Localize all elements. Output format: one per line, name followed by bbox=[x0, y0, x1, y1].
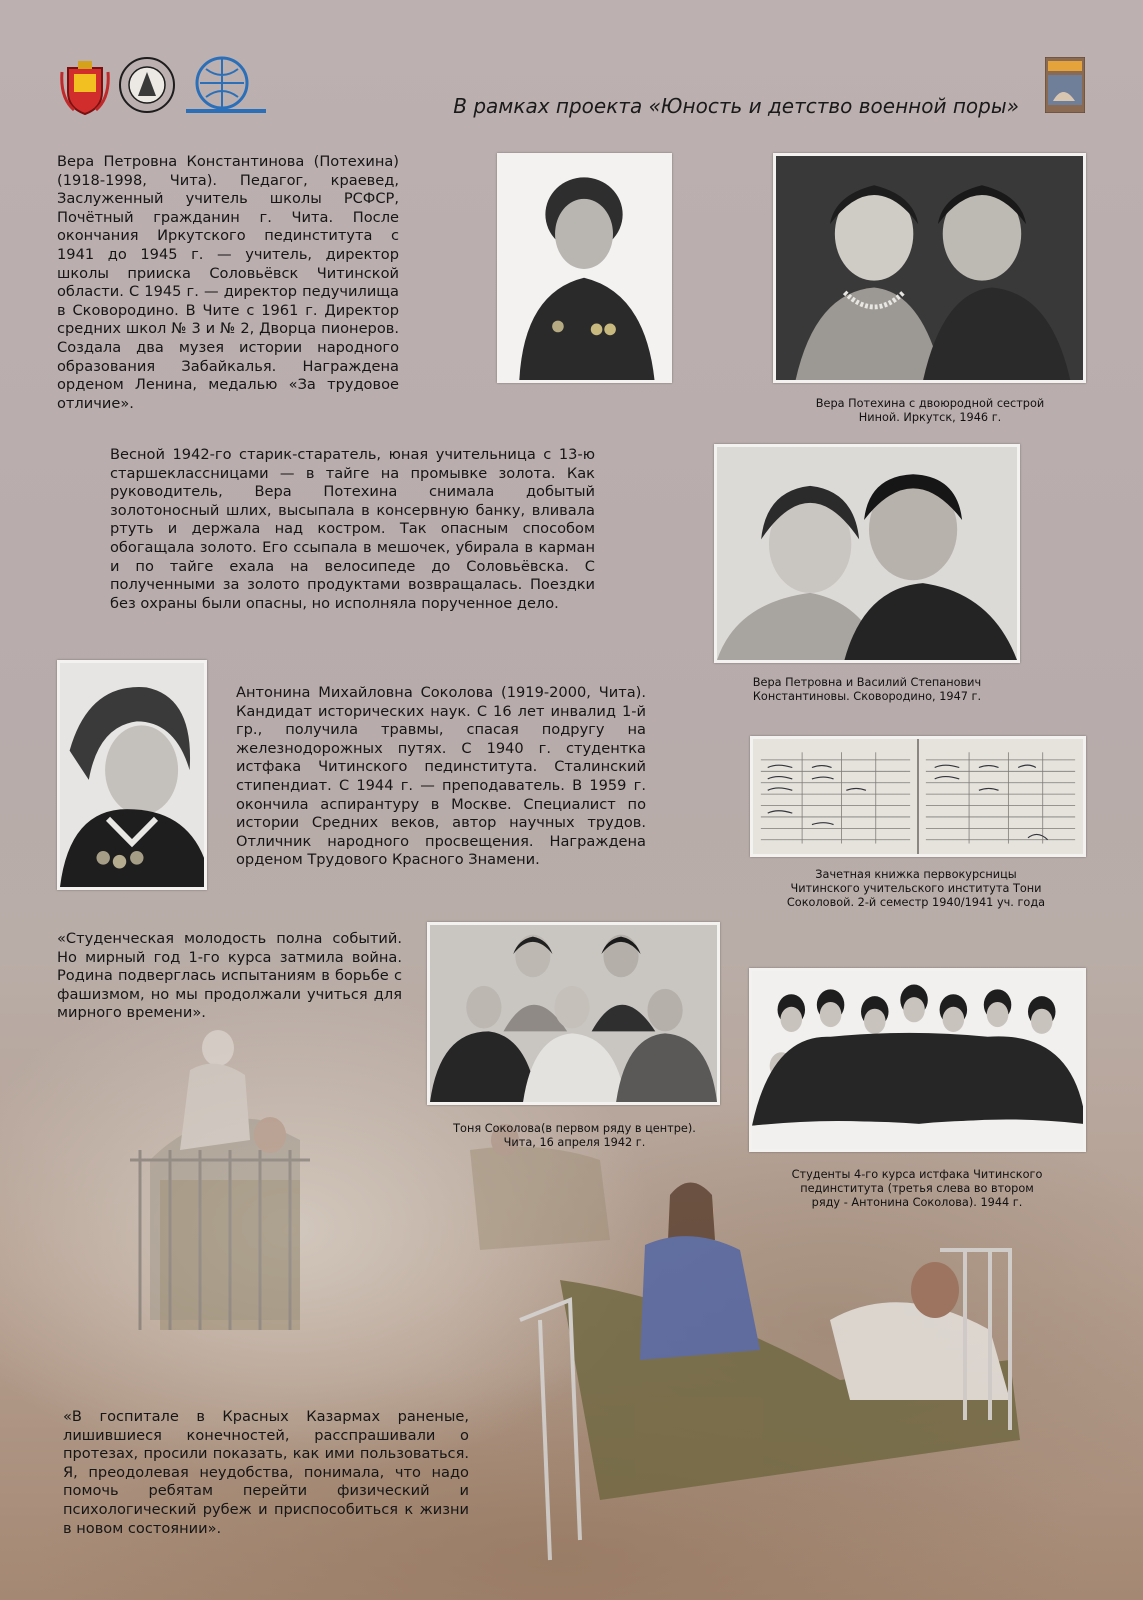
museum-logo bbox=[118, 56, 176, 114]
portrait-sokolova bbox=[57, 660, 207, 890]
caption-group-1942: Тоня Соколова(в первом ряду в центре). Чита, 16 апреля 1942 г. bbox=[453, 1122, 696, 1150]
portrait-potekhina bbox=[497, 153, 672, 383]
book-cover-icon bbox=[1045, 57, 1085, 113]
caption-cousins: Вера Потехина с двоюродной сестрой Ниной. Иркутск, 1946 г. bbox=[815, 397, 1045, 425]
caption-couple: Вера Петровна и Василий Степанович Константиновы. Сковородино, 1947 г. bbox=[752, 676, 982, 704]
bio-potekhina: Вера Петровна Константинова (Потехина) (1918-1998, Чита). Педагог, краевед, Заслуженный учитель школы РСФСР, Почётный гражданин г. Чита. После окончания Иркутского пединститута с 1941 до 1945 г. — учитель, директор школы прииска Соловьёвск Читинской области. С 1945 г. — директор педучилища в Сковородино. В Чите с 1961 г. Директор средних школ № 3 и № 2, Дворца пионеров. Создала два музея истории народного образования Забайкалья. Награждена орденом Ленина, медалью «За трудовое отличие». bbox=[57, 153, 399, 412]
photo-couple bbox=[714, 444, 1020, 663]
quote-hospital: «В госпитале в Красных Казармах раненые, лишившиеся конечностей, расспрашивали о протезах, просили показать, как ими пользоваться. Я, преодолевая неудобства, понимала, что надо помочь ребятам перейти физический и психологический рубеж и приспособиться к жизни в новом состоянии». bbox=[63, 1408, 469, 1537]
photo-group-1942 bbox=[427, 922, 720, 1105]
geo-society-logo bbox=[186, 55, 266, 115]
geo-society-logo-icon bbox=[186, 55, 266, 115]
caption-group-1944: Студенты 4-го курса истфака Читинского пединститута (третья слева во втором ряду - Антонина Соколова). 1944 г. bbox=[791, 1168, 1043, 1210]
photo-record-book bbox=[750, 736, 1086, 857]
photo-group-1944 bbox=[749, 968, 1086, 1152]
gold-story: Весной 1942-го старик-старатель, юная учительница с 13-ю старшеклассницами — в тайге на промывке золота. Как руководитель, Вера Потехина снимала добытый золотоносный шлих, высыпала в консервную банку, вливала ртуть и держала над костром. Так опасным способом обогащала золото. Его ссыпала в мешочек, убирала в карман и по тайге ехала на велосипеде до Соловьёвска. С полученными за золото продуктами возвращалась. Поездки без охраны были опасны, но исполняла порученное дело. bbox=[110, 446, 595, 612]
page-title: В рамках проекта «Юность и детство военной поры» bbox=[453, 94, 1019, 118]
museum-logo-icon bbox=[118, 56, 176, 114]
caption-record-book: Зачетная книжка первокурсницы Читинского учительского института Тони Соколовой. 2-й семестр 1940/1941 уч. года bbox=[786, 868, 1046, 910]
coat-of-arms-icon bbox=[60, 58, 110, 116]
quote-student: «Студенческая молодость полна событий. Но мирный год 1-го курса затмила война. Родина подверглась испытаниям в борьбе с фашизмом, но мы продолжали учиться для мирного времени». bbox=[57, 930, 402, 1022]
bio-sokolova: Антонина Михайловна Соколова (1919-2000, Чита). Кандидат исторических наук. С 16 лет инвалид 1-й гр., получила травмы, спасая подругу на железнодорожных путях. С 1940 г. студентка истфака Читинского пединститута. Сталинский стипендиат. С 1944 г. — преподаватель. В 1959 г. окончила аспирантуру в Москве. Специалист по истории Средних веков, автор научных трудов. Отличник народного просвещения. Награждена орденом Трудового Красного Знамени. bbox=[236, 684, 646, 869]
book-cover bbox=[1045, 57, 1085, 113]
photo-cousins bbox=[773, 153, 1086, 383]
coat-of-arms-logo bbox=[60, 58, 110, 116]
